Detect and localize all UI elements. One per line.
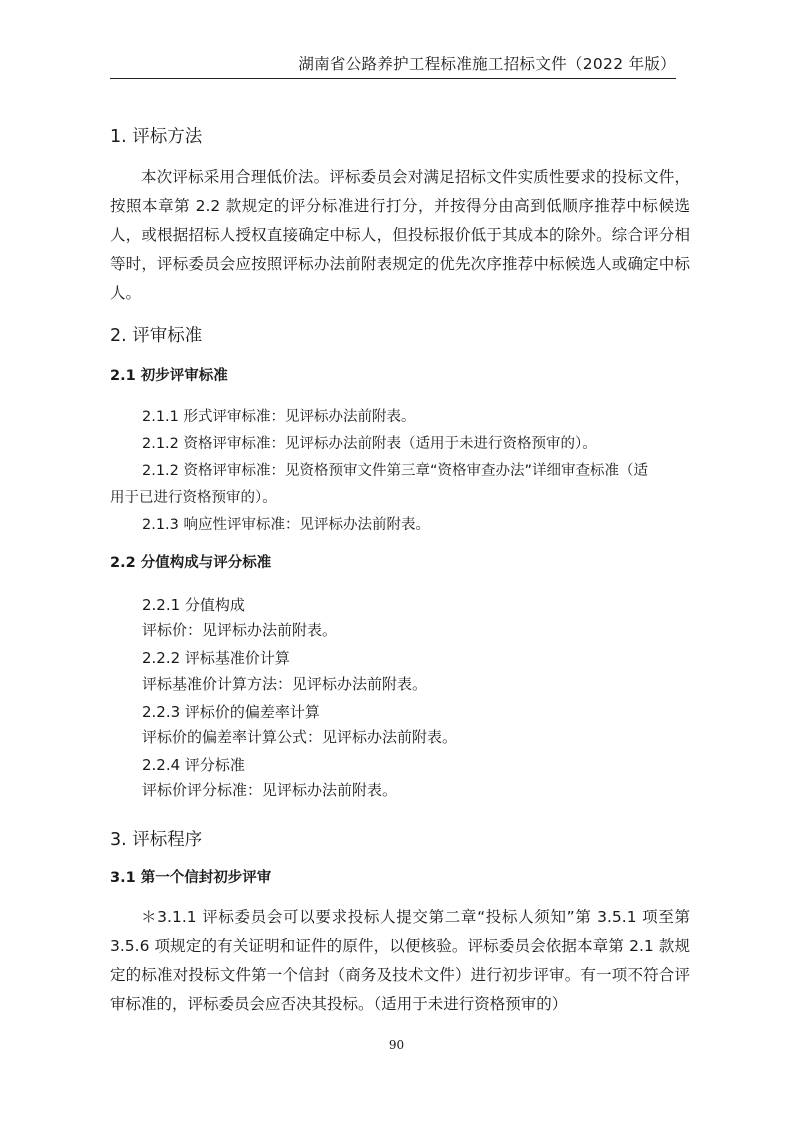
running-header: 湖南省公路养护工程标准施工招标文件（2022 年版）	[298, 55, 676, 73]
section-3-heading: 3. 评标程序	[110, 830, 203, 850]
item-2-2-4-body: 评标价评分标准：见评标办法前附表。	[142, 781, 398, 799]
item-2-1-1: 2.1.1 形式评审标准：见评标办法前附表。	[142, 409, 416, 425]
item-2-2-4-title: 2.2.4 评分标准	[142, 756, 245, 774]
item-2-1-2a: 2.1.2 资格评审标准：见评标办法前附表（适用于未进行资格预审的）。	[142, 436, 597, 452]
item-2-2-2-title: 2.2.2 评标基准价计算	[142, 649, 290, 667]
page-number: 90	[388, 1038, 405, 1052]
section-1-heading: 1. 评标方法	[110, 127, 203, 147]
item-2-1-2b-continuation: 用于已进行资格预审的）。	[110, 490, 277, 506]
subsection-2-1-heading: 2.1 初步评审标准	[110, 368, 228, 384]
item-2-2-3-body: 评标价的偏差率计算公式：见评标办法前附表。	[142, 728, 458, 746]
subsection-3-1-heading: 3.1 第一个信封初步评审	[110, 870, 272, 886]
item-2-2-1-title: 2.2.1 分值构成	[142, 596, 245, 614]
section-3-1-paragraph: ＊3.1.1 评标委员会可以要求投标人提交第二章“投标人须知”第 3.5.1 项至第 3.5.6 项规定的有关证明和证件的原件，以便核验。评标委员会依据本章第 2.1 款规定的标准对投标文件第一个信封（商务及技术文件）进行初步评审。有一项不符合评审标准的，评标委员会应否决其投标。（适用于未进行资格预审的）	[110, 908, 690, 1013]
item-2-1-2b: 2.1.2 资格评审标准：见资格预审文件第三章“资格审查办法”详细审查标准（适	[142, 463, 649, 479]
section-1-paragraph: 本次评标采用合理低价法。评标委员会对满足招标文件实质性要求的投标文件，按照本章第 2.2 款规定的评分标准进行打分，并按得分由高到低顺序推荐中标候选人，或根据招标人授权直接确定中标人，但投标报价低于其成本的除外。综合评分相等时，评标委员会应按照评标办法前附表规定的优先次序推荐中标候选人或确定中标人。	[110, 168, 690, 302]
item-2-2-2-body: 评标基准价计算方法：见评标办法前附表。	[142, 675, 428, 693]
subsection-2-2-heading: 2.2 分值构成与评分标准	[110, 555, 272, 571]
item-2-2-3-title: 2.2.3 评标价的偏差率计算	[142, 703, 320, 721]
item-2-2-1-body: 评标价：见评标办法前附表。	[142, 621, 338, 639]
header-rule	[110, 78, 676, 79]
section-2-heading: 2. 评审标准	[110, 326, 203, 346]
item-2-1-3: 2.1.3 响应性评审标准：见评标办法前附表。	[142, 517, 431, 533]
